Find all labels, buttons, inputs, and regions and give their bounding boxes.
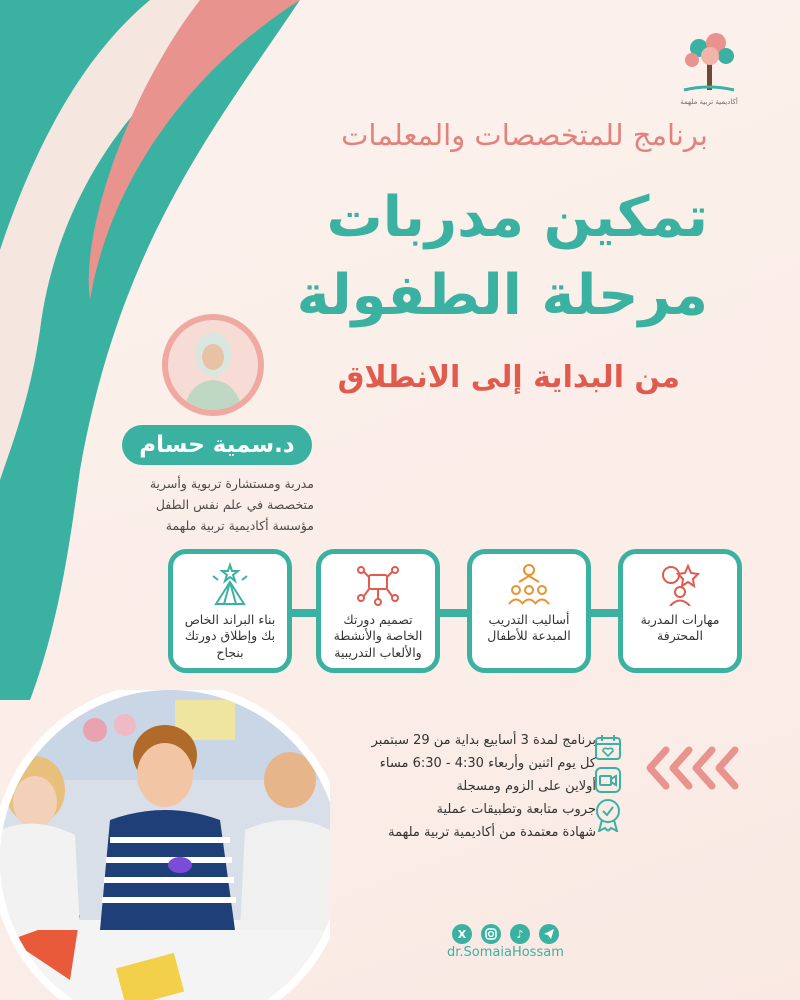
trainer-bio-line: متخصصة في علم نفس الطفل (155, 497, 314, 512)
module-card (467, 549, 591, 673)
module-card (316, 549, 440, 673)
group-training-icon (507, 562, 551, 606)
module-label: بناء البراند الخاص بك وإطلاق دورتك بنجاح (184, 612, 276, 660)
tiktok-icon[interactable]: ♪ (510, 924, 530, 944)
calendar-heart-icon (593, 732, 623, 762)
arrows-decoration (644, 746, 744, 790)
skills-icon (658, 562, 702, 606)
subtitle: برنامج للمتخصصات والمعلمات (341, 118, 708, 152)
trainer-bio-line: مدربة ومستشارة تربوية وأسرية (149, 476, 314, 491)
trainer-avatar (160, 312, 266, 418)
title-line-2: مرحلة الطفولة (296, 263, 708, 328)
detail-line: شهادة معتمدة من أكاديمية تربية ملهمة (388, 825, 596, 840)
video-icon (593, 765, 623, 795)
module-card (168, 549, 292, 673)
detail-line: برنامج لمدة 3 أسابيع بداية من 29 سبتمبر (371, 733, 596, 748)
trainer-bio-line: مؤسسة أكاديمية تربية ملهمة (165, 518, 314, 533)
brand-launch-icon (208, 562, 252, 606)
tagline: من البداية إلى الانطلاق (337, 360, 680, 395)
social-handle[interactable]: dr.SomaiaHossam (447, 945, 564, 960)
telegram-icon[interactable] (539, 924, 559, 944)
instagram-icon[interactable] (481, 924, 501, 944)
module-label: تصميم دورتك الخاصة والأنشطة والألعاب التدريبية (333, 612, 423, 660)
title-line-1: تمكين مدربات (326, 185, 708, 250)
logo (664, 26, 754, 106)
children-photo (0, 690, 330, 1000)
x-icon[interactable]: X (452, 924, 472, 944)
tree-logo-icon (664, 26, 754, 98)
module-label: أساليب التدريب المبدعة للأطفال (487, 612, 571, 644)
module-card (618, 549, 742, 673)
detail-line: جروب متابعة وتطبيقات عملية (436, 802, 596, 817)
course-design-icon (356, 562, 400, 606)
logo-text: أكاديمية تربية ملهمة (680, 98, 738, 106)
detail-line: أولاين على الزوم ومسجلة (456, 779, 596, 794)
certificate-badge-icon (593, 798, 623, 832)
detail-line: كل يوم اثنين وأربعاء 4:30 - 6:30 مساء (379, 756, 596, 771)
trainer-name: د.سمية حسام (122, 425, 312, 465)
module-label: مهارات المدربة المحترفة (640, 612, 720, 644)
